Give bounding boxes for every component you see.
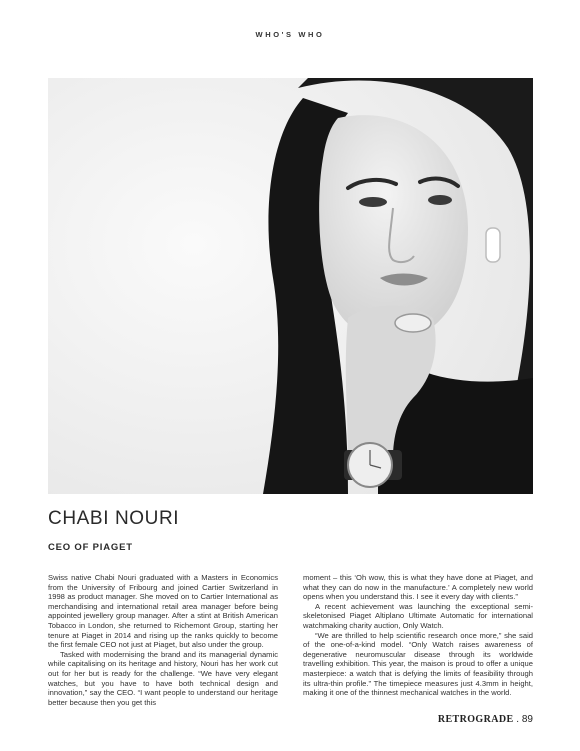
- page-number: 89: [521, 714, 533, 725]
- article-column-left: [48, 573, 278, 707]
- article-column-right: [303, 573, 533, 698]
- profile-name: CHABI NOURI: [48, 508, 180, 529]
- article-paragraph: moment – this ‘Oh wow, this is what they have done at Piaget, and what they can do now in the manufacture.’ A completely new world opens when you understand this. I see it every day with clients.”: [303, 573, 533, 602]
- magazine-brand: RETROGRADE: [437, 714, 514, 725]
- portrait-photo: [48, 78, 533, 494]
- profile-role: CEO OF PIAGET: [48, 542, 133, 553]
- section-label: WHO'S WHO: [255, 30, 325, 39]
- footer-separator: .: [513, 714, 522, 725]
- portrait-illustration: [48, 78, 533, 494]
- article-paragraph: A recent achievement was launching the exceptional semi-skeletonised Piaget Altiplano Ultimate Automatic for international watchmaking charity auction, Only Watch.: [303, 601, 533, 630]
- article-paragraph: “We are thrilled to help scientific research once more,” she said of the one-of-a-kind model. “Only Watch raises awareness of degenerative neuromuscular disease through its worldwide travelling exhibition. This year, the maison is proud to offer a unique masterpiece: a watch that is defying the limits of feasibility through its ultra-thin profile.” The timepiece measures just 4.3mm in height, making it one of the thinnest mechanical watches in the world.: [303, 630, 533, 698]
- article-paragraph: Swiss native Chabi Nouri graduated with a Masters in Economics from the University of Fribourg and joined Cartier Switzerland in 1998 as product manager. She moved on to Cartier International as merchandising and international retail area manager before being appointed jewellery group manager. After a stint at British American Tobacco in London, she returned to Richemont Group, starting her tenure at Piaget in 2014 and rising up the ranks quickly to become the first female CEO not just at Piaget, but also under the group.: [48, 573, 278, 650]
- article-paragraph: Tasked with modernising the brand and its managerial dynamic while capitalising on its heritage and history, Nouri has her work cut out for her but is ready for the challenge. “We have very elegant watches, but you have to have both technical design and innovation,” say the CEO. “I want people to understand our heritage better because then you get this: [48, 649, 278, 707]
- page-footer: [438, 714, 533, 725]
